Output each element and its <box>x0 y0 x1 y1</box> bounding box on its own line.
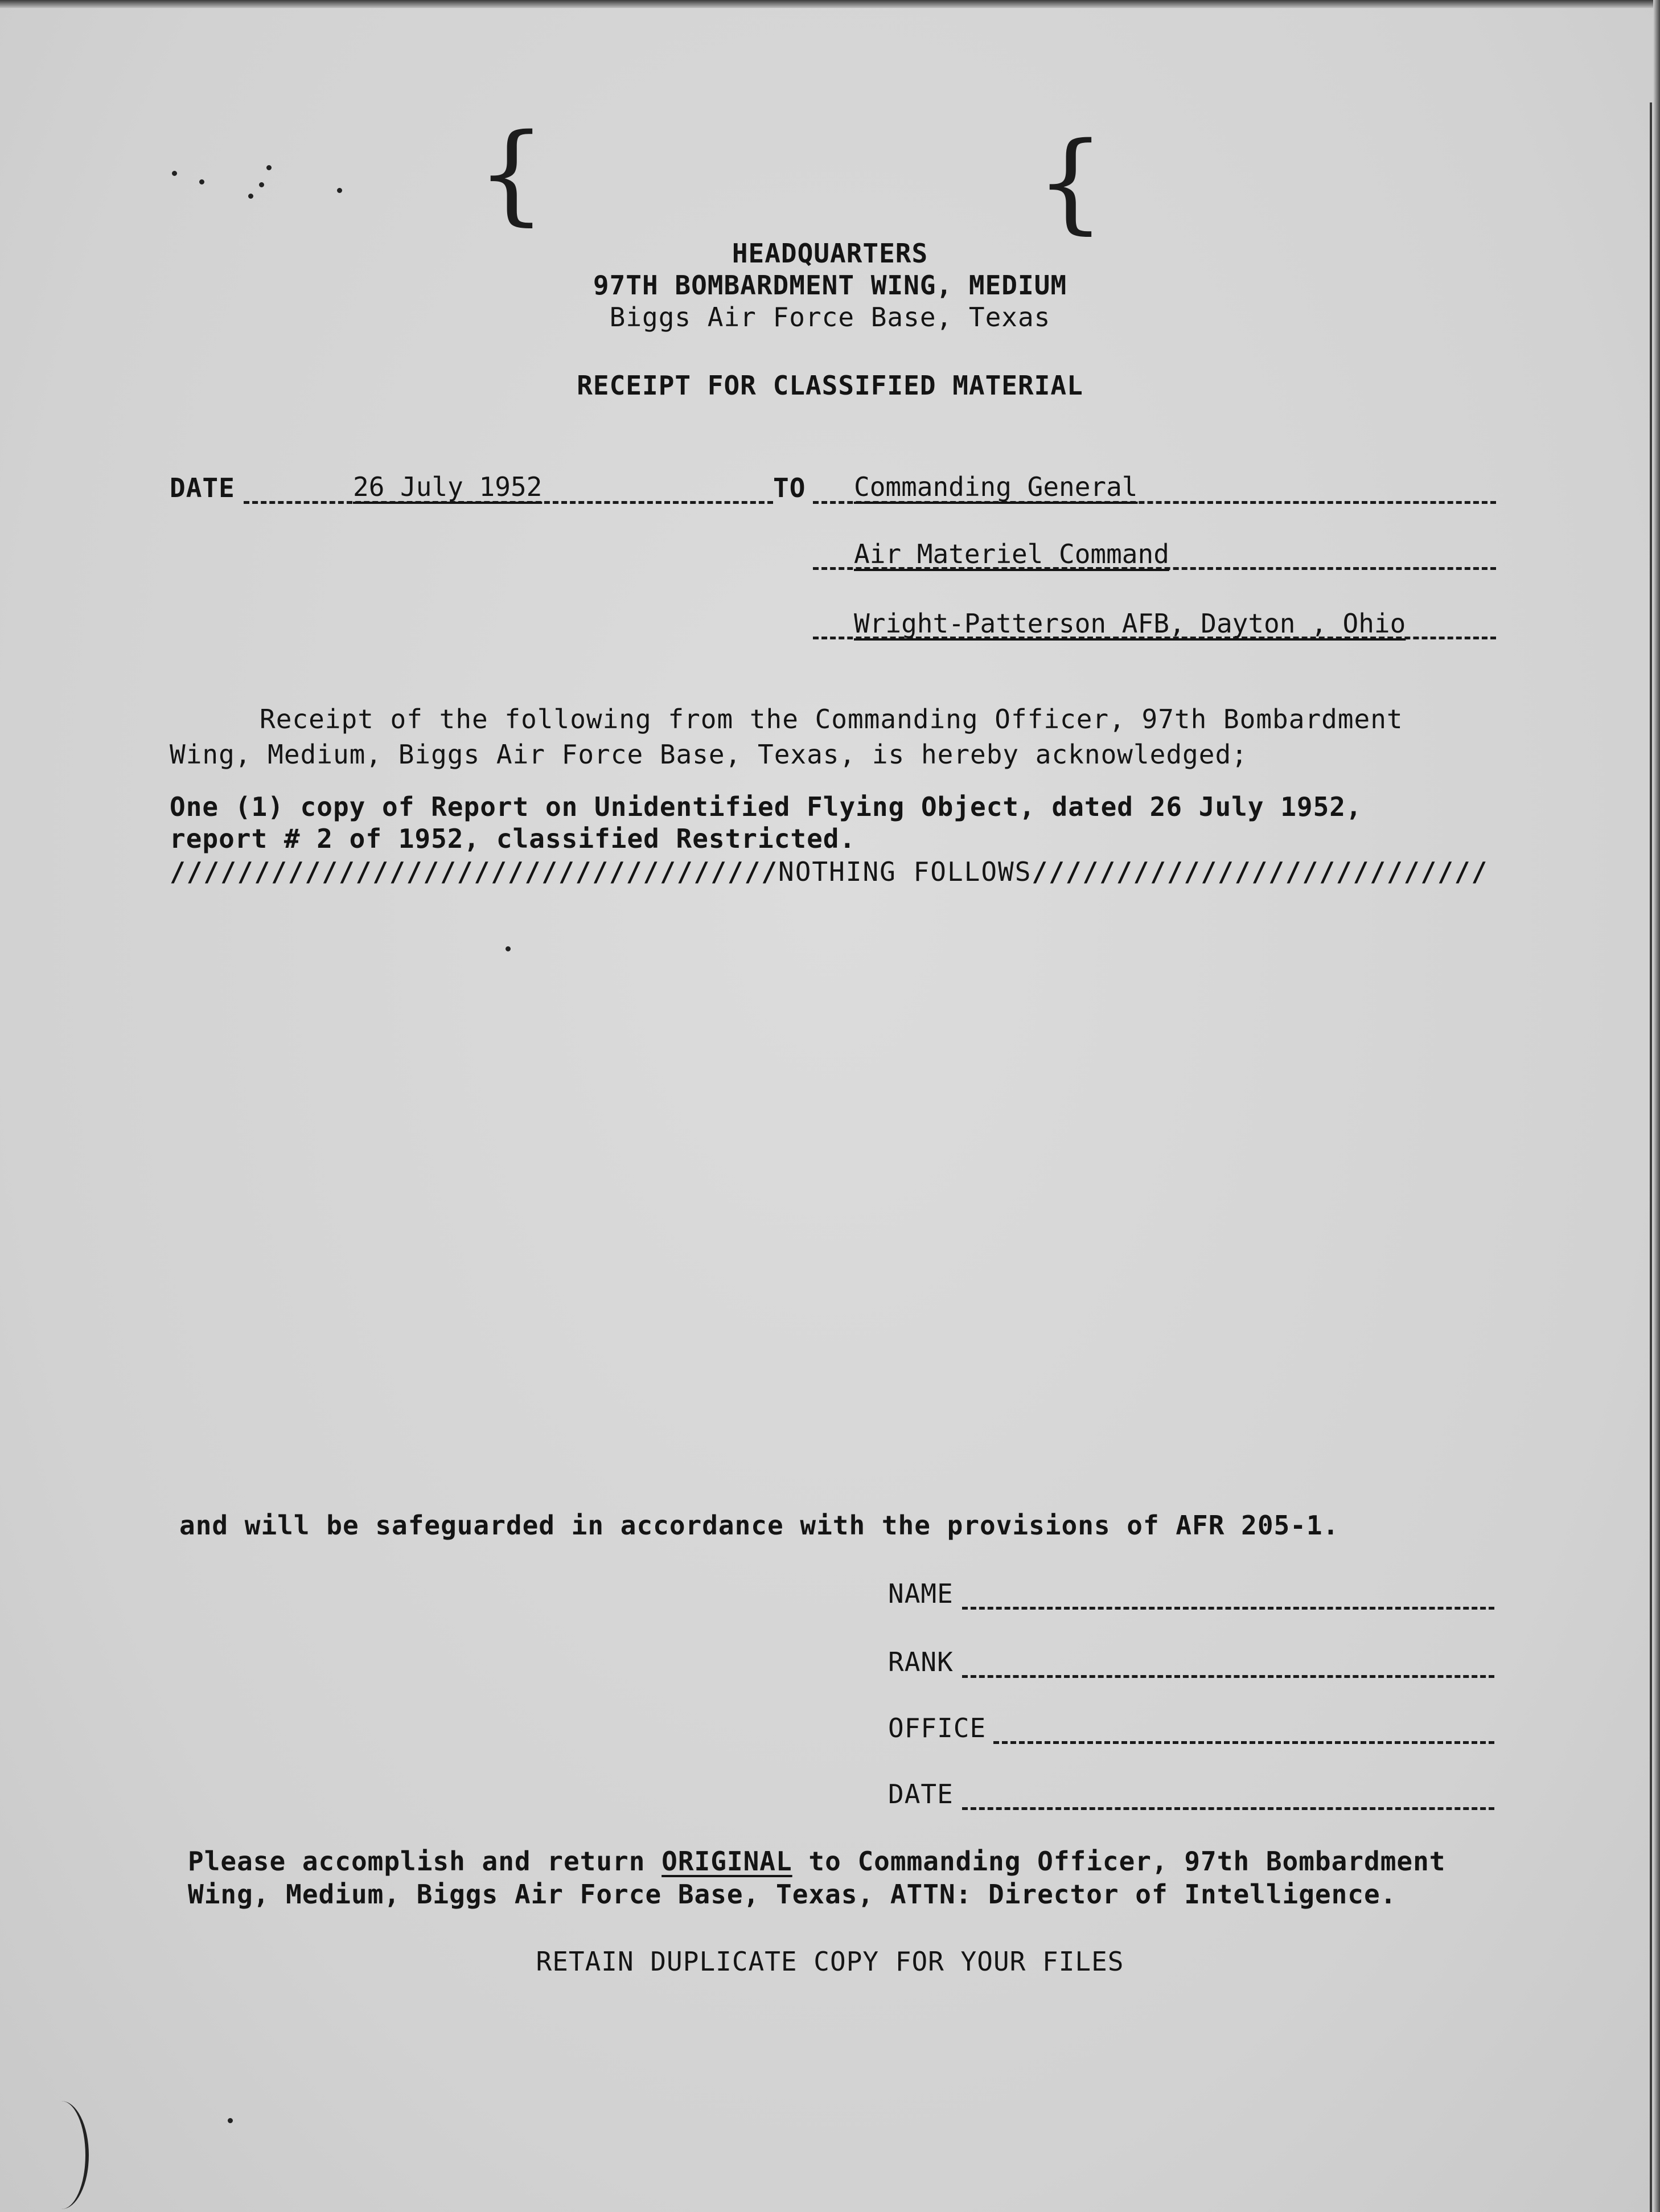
safeguard-statement: and will be safeguarded in accordance with the provisions of AFR 205-1. <box>179 1510 1339 1541</box>
letterhead-line-1: HEADQUARTERS <box>732 238 928 269</box>
to-line-3: Wright-Patterson AFB, Dayton , Ohio <box>854 608 1406 639</box>
to-line-2: Air Materiel Command <box>854 539 1169 569</box>
scan-speck <box>199 179 204 184</box>
rank-label: RANK <box>888 1647 954 1677</box>
binder-brace-left: { <box>477 110 546 236</box>
scan-speck <box>228 2118 233 2123</box>
date-sign-label: DATE <box>888 1779 954 1809</box>
to-label: TO <box>773 473 806 503</box>
receipt-paragraph-line-2: Wing, Medium, Biggs Air Force Base, Texas, is hereby acknowledged; <box>170 739 1248 770</box>
scan-speck <box>506 946 511 951</box>
scan-speck <box>259 182 264 187</box>
scan-speck <box>172 171 177 176</box>
binder-brace-right: { <box>1036 119 1105 245</box>
return-instruction-line-1 <box>188 1846 1445 1877</box>
scan-corner-mark <box>34 2101 89 2209</box>
scan-margin-line <box>1650 102 1652 2212</box>
office-label: OFFICE <box>888 1713 987 1743</box>
nothing-follows-text: NOTHING FOLLOWS <box>778 856 1032 887</box>
slash-fill-right: /////////////////////////// <box>1032 856 1489 887</box>
receipt-paragraph-line-1: Receipt of the following from the Commanding Officer, 97th Bombardment <box>260 704 1403 734</box>
instruction-pre: Please accomplish and return <box>188 1846 662 1877</box>
retain-copy-notice: RETAIN DUPLICATE COPY FOR YOUR FILES <box>536 1946 1124 1977</box>
name-label: NAME <box>888 1578 954 1609</box>
return-instruction-line-2: Wing, Medium, Biggs Air Force Base, Texas, ATTN: Director of Intelligence. <box>188 1879 1397 1910</box>
to-line-1: Commanding General <box>854 471 1138 502</box>
date-signature-line <box>962 1807 1494 1810</box>
scan-top-edge <box>0 0 1660 8</box>
item-line-1: One (1) copy of Report on Unidentified Flying Object, dated 26 July 1952, <box>170 791 1362 822</box>
scan-speck <box>337 188 342 193</box>
scan-speck <box>248 194 253 199</box>
name-signature-line <box>962 1607 1494 1610</box>
instruction-original: ORIGINAL <box>661 1846 792 1877</box>
letterhead-line-3: Biggs Air Force Base, Texas <box>609 302 1051 333</box>
item-line-2: report # 2 of 1952, classified Restricted. <box>170 823 856 854</box>
nothing-follows-line <box>170 856 1488 887</box>
date-label: DATE <box>170 473 235 503</box>
rank-signature-line <box>962 1675 1494 1678</box>
instruction-post: to Commanding Officer, 97th Bombardment <box>792 1846 1446 1877</box>
document-title: RECEIPT FOR CLASSIFIED MATERIAL <box>577 370 1083 401</box>
date-value: 26 July 1952 <box>353 471 543 502</box>
letterhead-line-2: 97TH BOMBARDMENT WING, MEDIUM <box>593 270 1067 301</box>
scan-speck <box>266 165 272 170</box>
office-signature-line <box>993 1741 1494 1744</box>
slash-fill-left: //////////////////////////////////// <box>170 856 778 887</box>
